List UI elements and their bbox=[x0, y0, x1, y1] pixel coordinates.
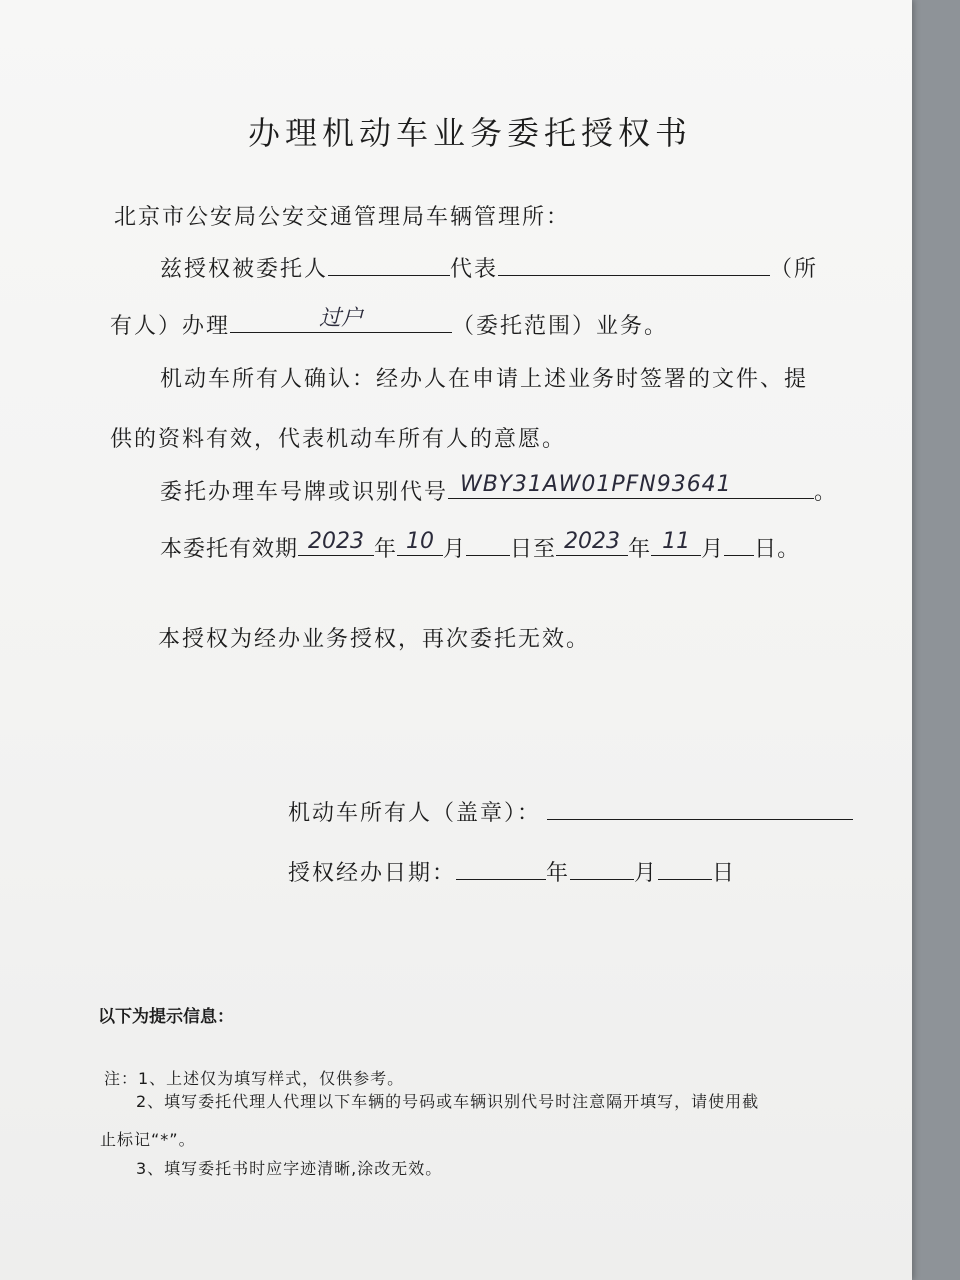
from-month-field bbox=[397, 529, 443, 556]
document-title: 办理机动车业务委托授权书 bbox=[247, 114, 692, 152]
plate-end: 。 bbox=[814, 480, 839, 505]
from-day-field bbox=[466, 533, 510, 556]
agent-name-field bbox=[328, 253, 450, 276]
auth-date-label: 授权经办日期： bbox=[288, 861, 457, 886]
notes-heading: 以下为提示信息： bbox=[98, 1007, 234, 1027]
owner-suffix: （所 bbox=[770, 257, 819, 282]
validity-label: 本委托有效期 bbox=[160, 537, 299, 562]
day-end-label: 日。 bbox=[754, 537, 801, 562]
plate-value: WBY31AW01PFN93641 bbox=[460, 472, 732, 497]
to-day-field bbox=[724, 533, 754, 556]
business-scope-field bbox=[230, 306, 452, 333]
business-scope-value: 过户 bbox=[319, 306, 364, 331]
handle-prefix: 有人）办理 bbox=[110, 314, 231, 339]
note-2-line-2: 止标记“*”。 bbox=[100, 1130, 196, 1149]
auth-year-label: 年 bbox=[546, 861, 571, 886]
to-month-field bbox=[651, 529, 701, 556]
auth-date-line bbox=[288, 856, 736, 887]
auth-year-field bbox=[456, 857, 546, 880]
auth-month-field bbox=[570, 857, 634, 880]
day-to-label: 日至 bbox=[510, 537, 557, 562]
owner-confirm-line-1: 机动车所有人确认：经办人在申请上述业务时签署的文件、提 bbox=[160, 367, 809, 392]
auth-day-field bbox=[658, 857, 712, 880]
year-label-2: 年 bbox=[628, 537, 652, 562]
to-year-field bbox=[556, 529, 628, 556]
owner-seal-line bbox=[288, 796, 853, 827]
scope-suffix: （委托范围）业务。 bbox=[452, 314, 669, 339]
from-month-value: 10 bbox=[406, 529, 435, 554]
validity-line bbox=[160, 529, 801, 563]
month-label-2: 月 bbox=[701, 537, 725, 562]
authorization-line-1 bbox=[160, 252, 818, 283]
auth-month-label: 月 bbox=[634, 861, 659, 886]
addressee: 北京市公安局公安交通管理局车辆管理所： bbox=[114, 205, 571, 230]
owner-confirm-line-2: 供的资料有效，代表机动车所有人的意愿。 bbox=[110, 427, 567, 452]
owner-name-field bbox=[498, 253, 770, 276]
owner-seal-label: 机动车所有人（盖章）： bbox=[288, 801, 542, 826]
note-1: 注：1、上述仅为填写样式，仅供参考。 bbox=[104, 1069, 405, 1088]
to-month-value: 11 bbox=[662, 529, 691, 554]
from-year-field bbox=[298, 529, 374, 556]
authorization-note: 本授权为经办业务授权，再次委托无效。 bbox=[158, 627, 591, 652]
note-2-line-1: 2、填写委托代理人代理以下车辆的号码或车辆识别代号时注意隔开填写，请使用截 bbox=[136, 1092, 760, 1111]
plate-label: 委托办理车号牌或识别代号 bbox=[160, 480, 449, 505]
from-year-value: 2023 bbox=[308, 529, 365, 554]
note-3: 3、填写委托书时应字迹清晰,涂改无效。 bbox=[136, 1159, 443, 1178]
authorize-prefix: 兹授权被委托人 bbox=[160, 257, 329, 282]
to-year-value: 2023 bbox=[564, 529, 621, 554]
year-label-1: 年 bbox=[374, 537, 398, 562]
represent-label: 代表 bbox=[450, 257, 499, 282]
authorization-line-2 bbox=[110, 306, 669, 340]
month-label-1: 月 bbox=[443, 537, 467, 562]
plate-line bbox=[160, 472, 839, 506]
auth-day-label: 日 bbox=[712, 861, 737, 886]
owner-seal-field bbox=[547, 797, 853, 820]
plate-field bbox=[448, 472, 814, 499]
